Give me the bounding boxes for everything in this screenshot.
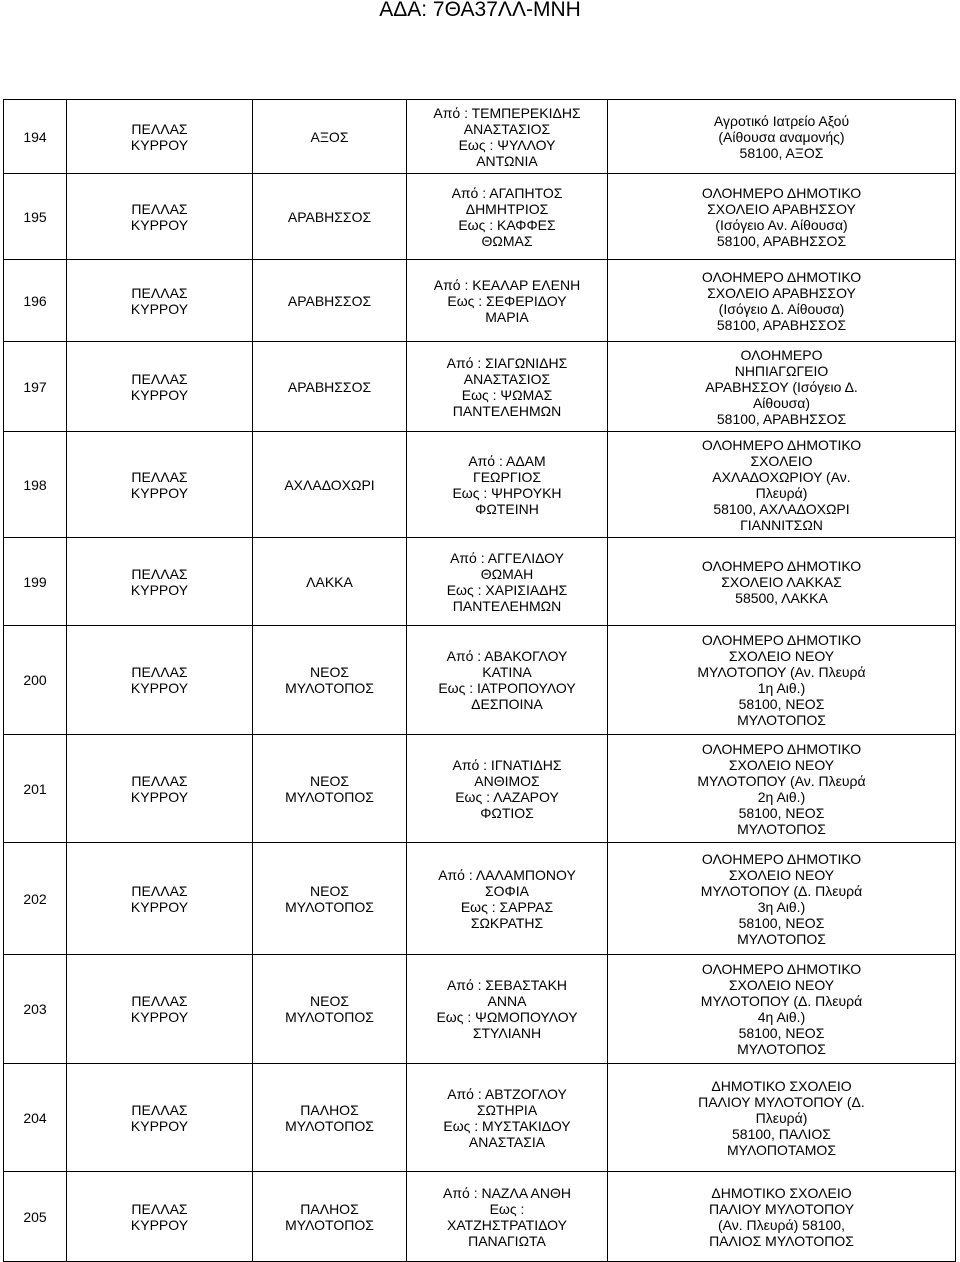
cell-venue: ΟΛΟΗΜΕΡΟ ΔΗΜΟΤΙΚΟ ΣΧΟΛΕΙΟ ΛΑΚΚΑΣ 58500, ΛΑΚΚΑ: [608, 538, 956, 626]
cell-venue: ΟΛΟΗΜΕΡΟ ΔΗΜΟΤΙΚΟ ΣΧΟΛΕΙΟ ΝΕΟΥ ΜΥΛΟΤΟΠΟΥ (Δ. Πλευρά 4η Αιθ.) 58100, ΝΕΟΣ ΜΥΛΟΤΟΠΟΣ: [608, 955, 956, 1064]
cell-venue: ΟΛΟΗΜΕΡΟ ΔΗΜΟΤΙΚΟ ΣΧΟΛΕΙΟ ΝΕΟΥ ΜΥΛΟΤΟΠΟΥ (Αν. Πλευρά 1η Αιθ.) 58100, ΝΕΟΣ ΜΥΛΟΤΟΠΟΣ: [608, 626, 956, 735]
table-row: [4, 538, 956, 626]
cell-prefecture: ΠΕΛΛΑΣ ΚΥΡΡΟΥ: [67, 1064, 253, 1172]
cell-number: 204: [4, 1064, 67, 1172]
cell-name-range: Από : ΚΕΑΛΑΡ ΕΛΕΝΗ Εως : ΣΕΦΕΡΙΔΟΥ ΜΑΡΙΑ: [407, 260, 608, 342]
cell-name-range: Από : ΤΕΜΠΕΡΕΚΙΔΗΣ ΑΝΑΣΤΑΣΙΟΣ Εως : ΨΥΛΛΟΥ ΑΝΤΩΝΙΑ: [407, 100, 608, 174]
cell-prefecture: ΠΕΛΛΑΣ ΚΥΡΡΟΥ: [67, 260, 253, 342]
cell-area: ΝΕΟΣ ΜΥΛΟΤΟΠΟΣ: [253, 626, 407, 735]
polling-stations-table: [3, 99, 956, 1262]
cell-prefecture: ΠΕΛΛΑΣ ΚΥΡΡΟΥ: [67, 100, 253, 174]
cell-area: ΑΧΛΑΔΟΧΩΡΙ: [253, 432, 407, 538]
cell-prefecture: ΠΕΛΛΑΣ ΚΥΡΡΟΥ: [67, 174, 253, 260]
cell-prefecture: ΠΕΛΛΑΣ ΚΥΡΡΟΥ: [67, 955, 253, 1064]
table-row: [4, 174, 956, 260]
cell-number: 200: [4, 626, 67, 735]
table-row: [4, 1172, 956, 1262]
cell-venue: ΟΛΟΗΜΕΡΟ ΔΗΜΟΤΙΚΟ ΣΧΟΛΕΙΟ ΝΕΟΥ ΜΥΛΟΤΟΠΟΥ (Αν. Πλευρά 2η Αιθ.) 58100, ΝΕΟΣ ΜΥΛΟΤΟΠΟΣ: [608, 735, 956, 843]
cell-venue: ΟΛΟΗΜΕΡΟ ΝΗΠΙΑΓΩΓΕΙΟ ΑΡΑΒΗΣΣΟΥ (Ισόγειο Δ. Αίθουσα) 58100, ΑΡΑΒΗΣΣΟΣ: [608, 342, 956, 432]
cell-name-range: Από : ΣΕΒΑΣΤΑΚΗ ΑΝΝΑ Εως : ΨΩΜΟΠΟΥΛΟΥ ΣΤΥΛΙΑΝΗ: [407, 955, 608, 1064]
cell-name-range: Από : ΙΓΝΑΤΙΔΗΣ ΑΝΘΙΜΟΣ Εως : ΛΑΖΑΡΟΥ ΦΩΤΙΟΣ: [407, 735, 608, 843]
cell-name-range: Από : ΑΒΤΖΟΓΛΟΥ ΣΩΤΗΡΙΑ Εως : ΜΥΣΤΑΚΙΔΟΥ ΑΝΑΣΤΑΣΙΑ: [407, 1064, 608, 1172]
cell-name-range: Από : ΑΓΓΕΛΙΔΟΥ ΘΩΜΑΗ Εως : ΧΑΡΙΣΙΑΔΗΣ ΠΑΝΤΕΛΕΗΜΩΝ: [407, 538, 608, 626]
cell-number: 194: [4, 100, 67, 174]
table-row: [4, 735, 956, 843]
cell-venue: ΟΛΟΗΜΕΡΟ ΔΗΜΟΤΙΚΟ ΣΧΟΛΕΙΟ ΑΡΑΒΗΣΣΟΥ (Ισόγειο Αν. Αίθουσα) 58100, ΑΡΑΒΗΣΣΟΣ: [608, 174, 956, 260]
table-row: [4, 100, 956, 174]
cell-name-range: Από : ΑΓΑΠΗΤΟΣ ΔΗΜΗΤΡΙΟΣ Εως : ΚΑΦΦΕΣ ΘΩΜΑΣ: [407, 174, 608, 260]
cell-name-range: Από : ΛΑΛΑΜΠΟΝΟΥ ΣΟΦΙΑ Εως : ΣΑΡΡΑΣ ΣΩΚΡΑΤΗΣ: [407, 843, 608, 955]
cell-area: ΑΡΑΒΗΣΣΟΣ: [253, 260, 407, 342]
cell-prefecture: ΠΕΛΛΑΣ ΚΥΡΡΟΥ: [67, 538, 253, 626]
cell-number: 195: [4, 174, 67, 260]
table-row: [4, 432, 956, 538]
cell-name-range: Από : ΑΒΑΚΟΓΛΟΥ ΚΑΤΙΝΑ Εως : ΙΑΤΡΟΠΟΥΛΟΥ ΔΕΣΠΟΙΝΑ: [407, 626, 608, 735]
document-code: ΑΔΑ: 7ΘΑ37ΛΛ-ΜΝΗ: [379, 0, 581, 21]
cell-prefecture: ΠΕΛΛΑΣ ΚΥΡΡΟΥ: [67, 626, 253, 735]
cell-name-range: Από : ΑΔΑΜ ΓΕΩΡΓΙΟΣ Εως : ΨΗΡΟΥΚΗ ΦΩΤΕΙΝΗ: [407, 432, 608, 538]
table-row: [4, 342, 956, 432]
cell-venue: ΔΗΜΟΤΙΚΟ ΣΧΟΛΕΙΟ ΠΑΛΙΟΥ ΜΥΛΟΤΟΠΟΥ (Δ. Πλευρά) 58100, ΠΑΛΙΟΣ ΜΥΛΟΠΟΤΑΜΟΣ: [608, 1064, 956, 1172]
cell-number: 202: [4, 843, 67, 955]
cell-number: 205: [4, 1172, 67, 1262]
cell-venue: Αγροτικό Ιατρείο Αξού (Αίθουσα αναμονής) 58100, ΑΞΟΣ: [608, 100, 956, 174]
cell-prefecture: ΠΕΛΛΑΣ ΚΥΡΡΟΥ: [67, 843, 253, 955]
cell-area: ΝΕΟΣ ΜΥΛΟΤΟΠΟΣ: [253, 955, 407, 1064]
cell-area: ΠΑΛΗΟΣ ΜΥΛΟΤΟΠΟΣ: [253, 1064, 407, 1172]
cell-prefecture: ΠΕΛΛΑΣ ΚΥΡΡΟΥ: [67, 432, 253, 538]
table-row: [4, 1064, 956, 1172]
table-row: [4, 955, 956, 1064]
table-row: [4, 626, 956, 735]
cell-venue: ΟΛΟΗΜΕΡΟ ΔΗΜΟΤΙΚΟ ΣΧΟΛΕΙΟ ΝΕΟΥ ΜΥΛΟΤΟΠΟΥ (Δ. Πλευρά 3η Αιθ.) 58100, ΝΕΟΣ ΜΥΛΟΤΟΠΟΣ: [608, 843, 956, 955]
cell-area: ΛΑΚΚΑ: [253, 538, 407, 626]
cell-number: 198: [4, 432, 67, 538]
cell-venue: ΟΛΟΗΜΕΡΟ ΔΗΜΟΤΙΚΟ ΣΧΟΛΕΙΟ ΑΡΑΒΗΣΣΟΥ (Ισόγειο Δ. Αίθουσα) 58100, ΑΡΑΒΗΣΣΟΣ: [608, 260, 956, 342]
cell-prefecture: ΠΕΛΛΑΣ ΚΥΡΡΟΥ: [67, 342, 253, 432]
cell-area: ΑΡΑΒΗΣΣΟΣ: [253, 342, 407, 432]
cell-venue: ΔΗΜΟΤΙΚΟ ΣΧΟΛΕΙΟ ΠΑΛΙΟΥ ΜΥΛΟΤΟΠΟΥ (Αν. Πλευρά) 58100, ΠΑΛΙΟΣ ΜΥΛΟΤΟΠΟΣ: [608, 1172, 956, 1262]
cell-area: ΑΡΑΒΗΣΣΟΣ: [253, 174, 407, 260]
cell-area: ΝΕΟΣ ΜΥΛΟΤΟΠΟΣ: [253, 735, 407, 843]
cell-number: 199: [4, 538, 67, 626]
cell-area: ΠΑΛΗΟΣ ΜΥΛΟΤΟΠΟΣ: [253, 1172, 407, 1262]
cell-area: ΑΞΟΣ: [253, 100, 407, 174]
table-row: [4, 843, 956, 955]
cell-number: 196: [4, 260, 67, 342]
cell-prefecture: ΠΕΛΛΑΣ ΚΥΡΡΟΥ: [67, 1172, 253, 1262]
table-row: [4, 260, 956, 342]
cell-area: ΝΕΟΣ ΜΥΛΟΤΟΠΟΣ: [253, 843, 407, 955]
cell-number: 197: [4, 342, 67, 432]
cell-number: 201: [4, 735, 67, 843]
cell-name-range: Από : ΝΑΖΛΑ ΑΝΘΗ Εως : ΧΑΤΖΗΣΤΡΑΤΙΔΟΥ ΠΑΝΑΓΙΩΤΑ: [407, 1172, 608, 1262]
table-body: [4, 100, 956, 1262]
cell-venue: ΟΛΟΗΜΕΡΟ ΔΗΜΟΤΙΚΟ ΣΧΟΛΕΙΟ ΑΧΛΑΔΟΧΩΡΙΟΥ (Αν. Πλευρά) 58100, ΑΧΛΑΔΟΧΩΡΙ ΓΙΑΝΝΙΤΣΩΝ: [608, 432, 956, 538]
cell-name-range: Από : ΣΙΑΓΩΝΙΔΗΣ ΑΝΑΣΤΑΣΙΟΣ Εως : ΨΩΜΑΣ ΠΑΝΤΕΛΕΗΜΩΝ: [407, 342, 608, 432]
cell-prefecture: ΠΕΛΛΑΣ ΚΥΡΡΟΥ: [67, 735, 253, 843]
cell-number: 203: [4, 955, 67, 1064]
